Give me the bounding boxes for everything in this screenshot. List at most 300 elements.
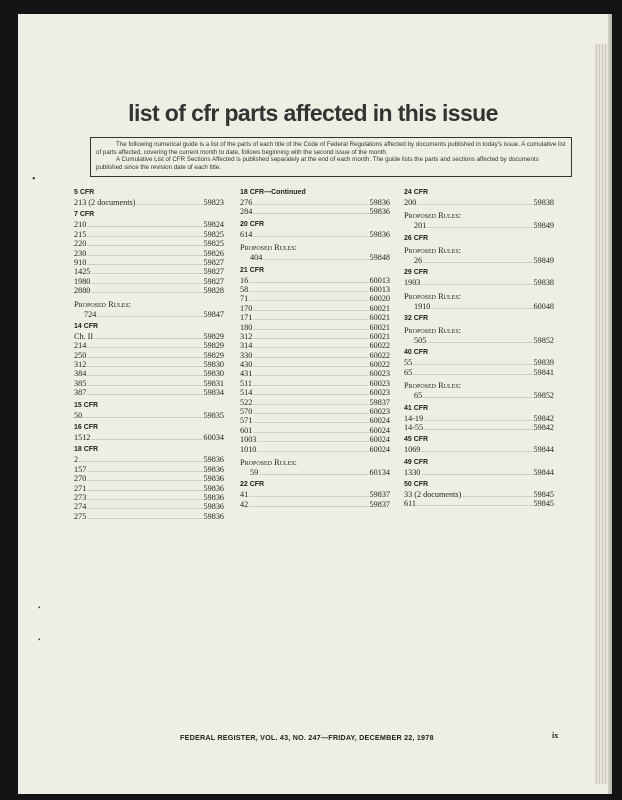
list-item [74,239,224,248]
dot-leader [253,362,368,371]
dot-leader [253,209,368,218]
list-item [74,341,224,350]
dot-leader [87,486,202,495]
cfr-part: 1010 [240,444,257,454]
cfr-part: Ch. II [74,331,94,341]
list-item [240,332,390,341]
list-item [240,285,390,294]
dot-leader [87,343,202,352]
dot-leader [91,279,202,288]
list-item [240,323,390,332]
list-item [74,465,224,474]
list-item [74,198,224,207]
cfr-part: 1330 [404,467,421,477]
column-1 [74,189,224,521]
cfr-part: 1003 [240,435,257,445]
page-number-ref: 59844 [533,445,554,455]
cfr-title-heading: 16 CFR [74,424,99,432]
column-2 [240,189,390,509]
cfr-part: 404 [250,253,263,263]
cfr-part: 16 [240,275,249,285]
cfr-part: 33 (2 documents) [404,490,462,500]
cfr-title-heading: 20 CFR [240,220,265,228]
page-number-ref: 59827 [203,276,224,286]
page-number-ref: 59848 [369,253,390,263]
list-item [404,499,554,508]
list-item [74,512,224,521]
list-item [240,468,390,477]
page-number-ref: 59847 [203,309,224,319]
cfr-part: 170 [240,303,253,313]
cfr-part: 724 [84,309,97,319]
list-item [240,253,390,262]
list-item [74,286,224,295]
page-number-ref: 59835 [203,410,224,420]
page-number-ref: 60024 [369,425,390,435]
page-number-ref: 59827 [203,267,224,277]
page-number-ref: 60023 [369,378,390,388]
cfr-part: 1512 [74,433,91,443]
list-item [240,369,390,378]
list-item [240,294,390,303]
list-item [74,258,224,267]
page-stack-edge [594,44,608,784]
cfr-part: 522 [240,397,253,407]
dot-leader [427,223,532,232]
cfr-part: 42 [240,499,249,509]
page-number-ref: 59827 [203,257,224,267]
dot-leader [259,470,368,479]
dot-leader [87,251,202,260]
dot-leader [257,447,368,456]
list-item [240,351,390,360]
list-item [404,256,554,265]
list-item [240,207,390,216]
dot-leader [253,325,368,334]
page-number-ref: 60020 [369,294,390,304]
dot-leader [253,390,368,399]
proposed-rules-label: Proposed Rules: [404,291,462,301]
cfr-part: 214 [74,341,87,351]
list-item [404,391,554,400]
dot-leader [427,338,532,347]
page-number-ref: 59845 [533,499,554,509]
page-number-ref: 60022 [369,360,390,370]
dot-leader [253,409,368,418]
list-item [240,398,390,407]
list-item [240,304,390,313]
cfr-part: 59 [250,467,259,477]
page-title: list of cfr parts affected in this issue [128,100,498,126]
page-number-ref: 60021 [369,313,390,323]
cfr-part: 171 [240,313,253,323]
dot-leader [87,467,202,476]
page-number-ref: 60034 [203,433,224,443]
dot-leader [87,371,202,380]
cfr-part: 384 [74,369,87,379]
cfr-part: 511 [240,378,252,388]
list-item [404,368,554,377]
page-number-ref: 59838 [533,198,554,207]
page-number-ref: 60013 [369,284,390,294]
dot-leader [253,200,368,209]
page-number-ref: 59836 [203,492,224,502]
cfr-part: 910 [74,257,87,267]
dot-leader [87,353,202,362]
dot-leader [253,315,368,324]
cfr-part: 157 [74,464,87,474]
list-item [74,388,224,397]
dot-leader [249,278,368,287]
list-item [404,358,554,367]
cfr-title-heading: 21 CFR [240,266,265,274]
list-item [240,416,390,425]
cfr-part: 505 [414,335,427,345]
proposed-rules-label: Proposed Rules: [404,381,462,391]
dot-leader [421,280,532,289]
list-item [240,490,390,499]
page-number-ref: 59829 [203,350,224,360]
dot-leader [83,413,202,422]
cfr-part: 201 [414,221,427,231]
list-item [74,484,224,493]
dot-leader [79,457,202,466]
proposed-rules-label: Proposed Rules: [74,299,132,309]
cfr-title-heading: 15 CFR [74,401,99,409]
dot-leader [87,222,202,231]
cfr-part: 1069 [404,445,421,455]
list-item [404,302,554,311]
page-number-ref: 59830 [203,360,224,370]
dot-leader [249,492,368,501]
list-item [74,360,224,369]
cfr-part: 611 [404,499,416,509]
page-number-ref: 59830 [203,369,224,379]
dot-leader [253,334,368,343]
page-number-ref: 60021 [369,303,390,313]
cfr-part: 614 [240,229,253,239]
cfr-part: 284 [240,207,253,217]
page-number-ref: 60021 [369,322,390,332]
list-item [404,468,554,477]
cfr-part: 230 [74,248,87,258]
dot-leader [424,416,532,425]
cfr-part: 1903 [404,278,421,288]
page-number-ref: 59849 [533,255,554,265]
page-number-ref: 59824 [203,220,224,230]
list-item [74,433,224,442]
list-item [74,220,224,229]
page-number-ref: 60023 [369,369,390,379]
dot-leader [87,241,202,250]
cfr-part: 570 [240,407,253,417]
page-number-ref: 59844 [533,467,554,477]
page-number-ref: 59836 [369,198,390,207]
page-number-ref: 60022 [369,341,390,351]
dot-leader [253,400,368,409]
list-item [404,278,554,287]
list-item [74,267,224,276]
proposed-rules-label: Proposed Rules: [404,211,462,221]
cfr-part: 220 [74,239,87,249]
page-number-ref: 59839 [533,358,554,368]
dot-leader [87,495,202,504]
dot-leader [91,288,202,297]
page-number-ref: 59845 [533,490,554,500]
page-number-ref: 59836 [203,502,224,512]
cfr-part: 314 [240,341,253,351]
page-number-ref: 60024 [369,416,390,426]
dot-leader [253,232,368,241]
list-item [240,426,390,435]
cfr-part: 312 [74,360,87,370]
page-number-ref: 60048 [533,301,554,311]
cfr-title-heading: 45 CFR [404,436,429,444]
column-3 [404,189,554,509]
list-item [240,407,390,416]
list-item [74,230,224,239]
list-item [240,313,390,322]
dot-leader [249,502,368,511]
cfr-part: 571 [240,416,253,426]
page-number-ref: 59838 [533,278,554,288]
list-item [74,332,224,341]
dot-leader [87,504,202,513]
page-number-ref: 60134 [369,467,390,477]
dot-leader [257,437,368,446]
dot-leader [249,296,368,305]
page-number-ref: 59836 [369,229,390,239]
dot-leader [87,514,202,523]
page-number-ref: 59834 [203,388,224,398]
dot-leader [87,476,202,485]
margin-bullet: • [32,174,36,185]
dot-leader [431,304,532,313]
dot-leader [87,232,202,241]
page-number-ref: 59852 [533,391,554,401]
list-item [404,423,554,432]
page-number-ref: 59826 [203,248,224,258]
dot-leader [87,260,202,269]
page-number-ref: 60013 [369,275,390,285]
intro-box [90,137,572,177]
list-item [240,379,390,388]
proposed-rules-label: Proposed Rules: [404,245,462,255]
cfr-part: 213 (2 documents) [74,198,136,207]
cfr-title-heading: 18 CFR—Continued [240,189,306,196]
dot-leader [462,492,532,501]
dot-leader [421,470,532,479]
list-item [240,435,390,444]
list-item [404,221,554,230]
page-number-ref: 59836 [203,483,224,493]
page-number-ref: 60024 [369,435,390,445]
cfr-title-heading: 40 CFR [404,349,429,357]
dot-leader [423,393,532,402]
page-number-ref: 59836 [369,207,390,217]
page-number-ref: 59842 [533,422,554,432]
page-number-ref: 59841 [533,367,554,377]
cfr-title-heading: 14 CFR [74,322,99,330]
cfr-part: 250 [74,350,87,360]
list-item [240,230,390,239]
dot-leader [253,381,369,390]
list-item [240,388,390,397]
dot-leader [253,428,368,437]
proposed-rules-label: Proposed Rules: [240,457,298,467]
cfr-part: 273 [74,492,87,502]
list-item [74,369,224,378]
page-number-ref: 59842 [533,413,554,423]
page-number-ref: 59852 [533,335,554,345]
list-item [240,445,390,454]
dot-leader [94,334,202,343]
cfr-part: 274 [74,502,87,512]
cfr-part: 514 [240,388,253,398]
footer-citation: FEDERAL REGISTER, VOL. 43, NO. 247—FRIDAY, DECEMBER 22, 1978 [180,733,434,742]
list-item [74,277,224,286]
page-number-ref: 59836 [203,511,224,521]
cfr-part: 200 [404,198,417,207]
cfr-part: 1980 [74,276,91,286]
dot-leader [421,447,532,456]
list-item [74,455,224,464]
margin-bullet: • [38,604,41,612]
dot-leader [424,425,532,434]
list-item [74,411,224,420]
list-item [74,310,224,319]
cfr-title-heading: 29 CFR [404,269,429,277]
dot-leader [423,258,532,267]
cfr-part: 65 [414,391,423,401]
cfr-title-heading: 41 CFR [404,404,429,412]
list-item [404,490,554,499]
dot-leader [253,306,368,315]
dot-leader [87,362,202,371]
dot-leader [253,343,368,352]
cfr-title-heading: 32 CFR [404,314,429,322]
cfr-part: 1910 [414,301,431,311]
list-item [74,379,224,388]
page-number-ref: 59828 [203,286,224,296]
dot-leader [253,371,368,380]
cfr-part: 2880 [74,286,91,296]
list-item [240,360,390,369]
cfr-title-heading: 22 CFR [240,481,265,489]
cfr-part: 601 [240,425,253,435]
cfr-part: 215 [74,229,87,239]
cfr-part: 430 [240,360,253,370]
cfr-title-heading: 18 CFR [74,446,99,454]
list-item [404,414,554,423]
dot-leader [91,435,202,444]
page-number-ref: 59837 [369,490,390,500]
intro-paragraph-2: A Cumulative List of CFR Sections Affected is published separately at the end of each month. The guide lists the parts and sections affected by documents published since the revision date of each title. [96,156,539,171]
list-item [404,198,554,207]
dot-leader [87,381,202,390]
page-number-ref: 60021 [369,331,390,341]
cfr-part: 271 [74,483,87,493]
page-number-ref: 60023 [369,407,390,417]
cfr-part: 1425 [74,267,91,277]
cfr-part: 385 [74,378,87,388]
cfr-part: 71 [240,294,249,304]
page-number-ref: 59836 [203,464,224,474]
page-number-ref: 59836 [203,455,224,465]
cfr-part: 312 [240,331,253,341]
cfr-title-heading: 24 CFR [404,189,429,196]
cfr-part: 50 [74,410,83,420]
page-number-ref: 59837 [369,397,390,407]
cfr-part: 270 [74,474,87,484]
list-item [240,276,390,285]
page-number: ix [552,731,559,740]
cfr-title-heading: 50 CFR [404,481,429,489]
proposed-rules-label: Proposed Rules: [240,243,298,253]
cfr-part: 180 [240,322,253,332]
list-item [240,341,390,350]
margin-bullet: • [38,636,41,644]
list-item [74,502,224,511]
cfr-part: 275 [74,511,87,521]
list-item [74,249,224,258]
list-item [74,493,224,502]
intro-paragraph-1: The following numerical guide is a list of the parts of each title of the Code of Federal Regulations affected by documents published in today's issue. A cumulative list of parts affected, covering the current month to date, follows beginning with the second issue of the month. [96,141,566,156]
page-number-ref: 60024 [369,444,390,454]
cfr-title-heading: 49 CFR [404,458,429,466]
dot-leader [413,360,532,369]
page-number-ref: 59825 [203,229,224,239]
dot-leader [417,501,533,510]
dot-leader [136,200,202,209]
page-number-ref: 60023 [369,388,390,398]
cfr-part: 2 [74,455,79,465]
page-number-ref: 60022 [369,350,390,360]
page-number-ref: 59829 [203,331,224,341]
dot-leader [253,353,368,362]
cfr-part: 14-55 [404,422,424,432]
cfr-part: 65 [404,367,413,377]
cfr-part: 14-19 [404,413,424,423]
cfr-part: 26 [414,255,423,265]
dot-leader [413,370,532,379]
page-number-ref: 59849 [533,221,554,231]
cfr-part: 276 [240,198,253,207]
cfr-part: 41 [240,490,249,500]
list-item [404,445,554,454]
cfr-part: 55 [404,358,413,368]
dot-leader [87,390,202,399]
list-item [74,351,224,360]
list-item [404,336,554,345]
cfr-title-heading: 26 CFR [404,234,429,242]
dot-leader [249,287,368,296]
dot-leader [253,418,368,427]
page-number-ref: 59823 [203,198,224,207]
cfr-part: 431 [240,369,253,379]
cfr-part: 210 [74,220,87,230]
list-item [240,500,390,509]
page-number-ref: 59829 [203,341,224,351]
cfr-part: 387 [74,388,87,398]
page-number-ref: 59831 [203,378,224,388]
document-page [18,14,608,794]
page-number-ref: 59836 [203,474,224,484]
dot-leader [263,255,368,264]
list-item [240,198,390,207]
list-item [74,474,224,483]
cfr-part: 58 [240,284,249,294]
